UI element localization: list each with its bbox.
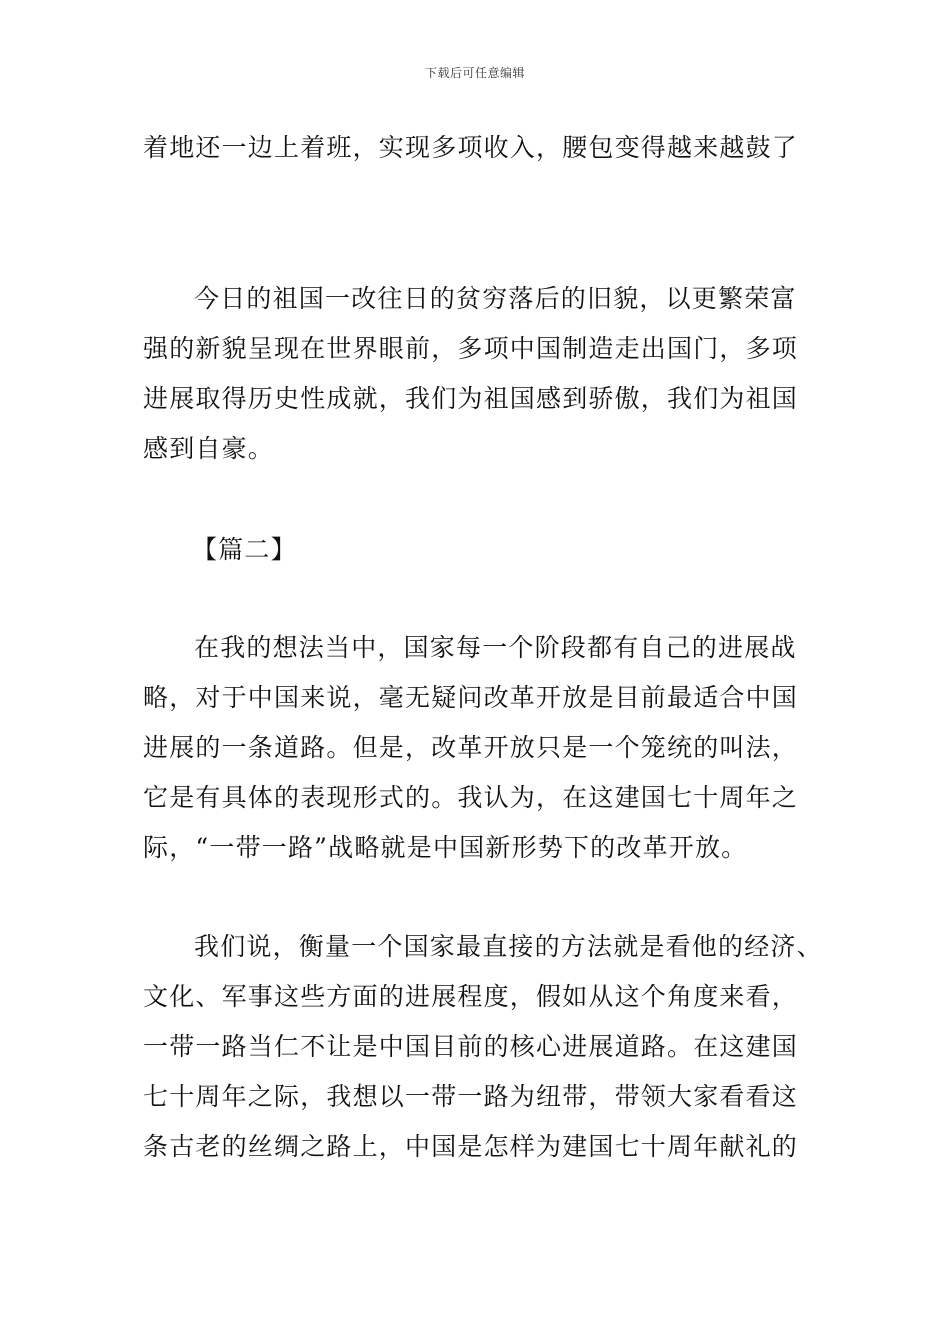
text-line: 在我的想法当中，国家每一个阶段都有自己的进展战 xyxy=(194,633,797,662)
text-line: 进展的一条道路。但是，改革开放只是一个笼统的叫法， xyxy=(143,733,799,762)
text-line: 略，对于中国来说，毫无疑问改革开放是目前最适合中国 xyxy=(143,683,799,712)
page-header-note: 下载后可任意编辑 xyxy=(424,66,525,80)
text-line: 进展取得历史性成就，我们为祖国感到骄傲，我们为祖国 xyxy=(143,384,799,413)
text-line: 强的新貌呈现在世界眼前，多项中国制造走出国门，多项 xyxy=(143,334,799,363)
text-line: 际，“一带一路”战略就是中国新形势下的改革开放。 xyxy=(143,833,748,862)
text-line: 一带一路当仁不让是中国目前的核心进展道路。在这建国 xyxy=(143,1032,799,1061)
text-line: 着地还一边上着班，实现多项收入，腰包变得越来越鼓了 xyxy=(143,133,799,162)
section-heading: 【篇二】 xyxy=(192,535,297,564)
text-line: 文化、军事这些方面的进展程度，假如从这个角度来看， xyxy=(143,982,799,1011)
text-line: 今日的祖国一改往日的贫穷落后的旧貌，以更繁荣富 xyxy=(194,284,797,313)
text-line: 条古老的丝绸之路上，中国是怎样为建国七十周年献礼的 xyxy=(143,1132,799,1161)
text-line: 我们说，衡量一个国家最直接的方法就是看他的经济、 xyxy=(194,932,823,961)
text-line: 七十周年之际，我想以一带一路为纽带，带领大家看看这 xyxy=(143,1082,799,1111)
text-line: 感到自豪。 xyxy=(143,434,275,463)
text-line: 它是有具体的表现形式的。我认为，在这建国七十周年之 xyxy=(143,783,799,812)
